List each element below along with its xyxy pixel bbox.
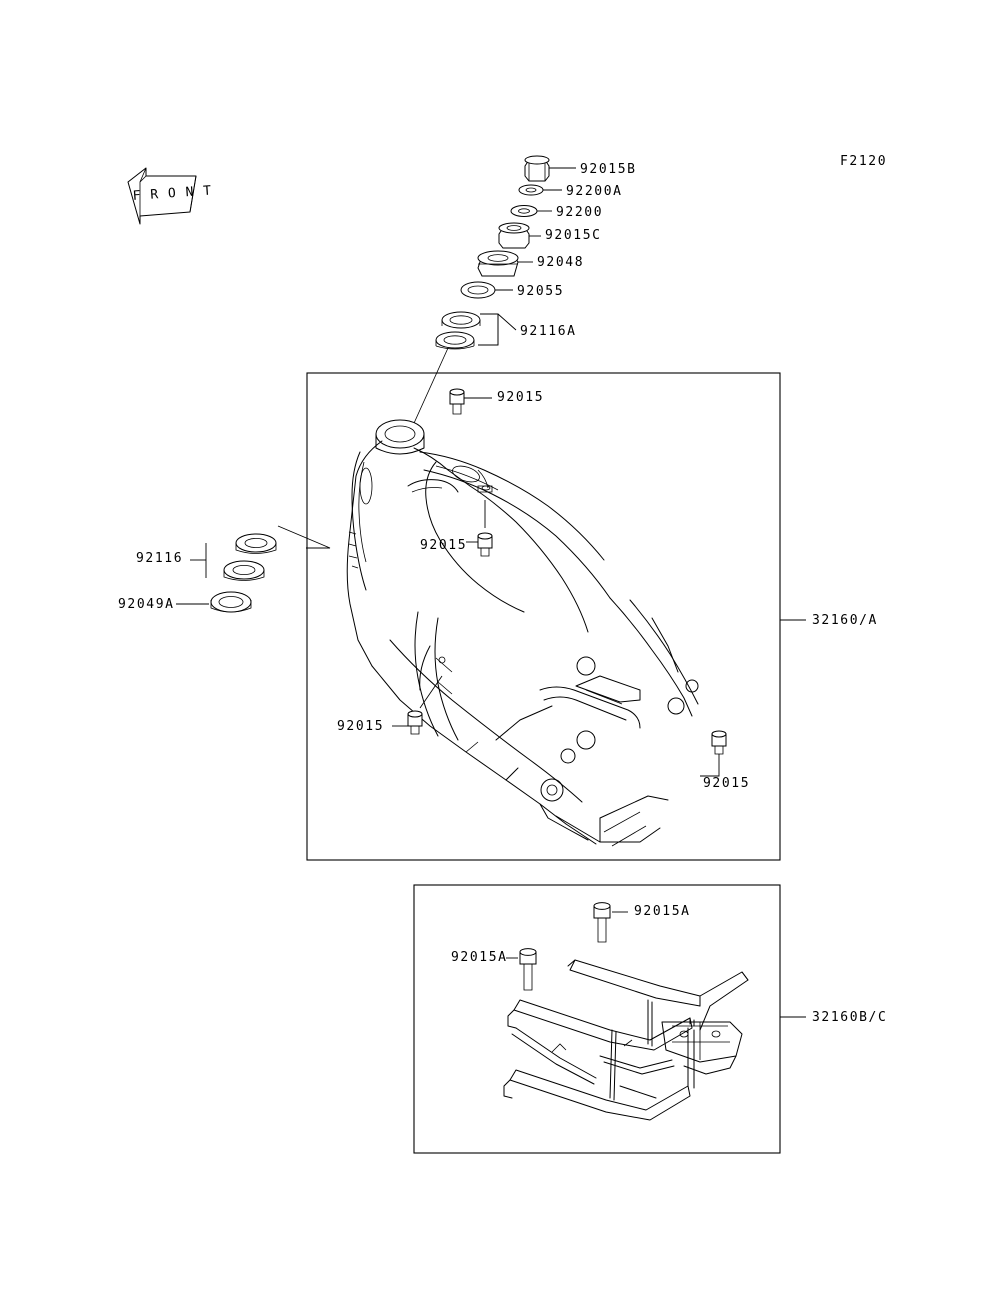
- callout-92049A: 92049A: [118, 597, 175, 612]
- svg-text:F R O N T: F R O N T: [132, 183, 213, 204]
- callout-92200A: 92200A: [566, 184, 623, 199]
- part-92015-mid: [466, 500, 492, 556]
- callout-92015A-left: 92015A: [451, 950, 508, 965]
- part-92015-lower-right: [700, 731, 726, 776]
- callout-92015-top: 92015: [497, 390, 545, 405]
- callout-92200: 92200: [556, 205, 604, 220]
- part-92200A: [519, 185, 543, 195]
- callout-92015B: 92015B: [580, 162, 637, 177]
- sheet-code: F2120: [840, 154, 888, 169]
- part-92200: [511, 206, 537, 217]
- subframe-drawing: [504, 903, 748, 1120]
- callout-32160-a: 32160/A: [812, 613, 878, 628]
- callout-92015-lower-right: 92015: [703, 776, 751, 791]
- part-92055: [461, 282, 495, 298]
- callout-92015A-upper: 92015A: [634, 904, 691, 919]
- part-92116A: [436, 312, 480, 349]
- part-92015A-left: [506, 949, 536, 990]
- part-92049A: [211, 592, 251, 612]
- part-92015A-upper: [594, 903, 628, 942]
- callout-92116A: 92116A: [520, 324, 577, 339]
- callout-92015C: 92015C: [545, 228, 602, 243]
- callout-32160bc: 32160B/C: [812, 1010, 888, 1025]
- callout-92116: 92116: [136, 551, 184, 566]
- part-92116: [224, 534, 276, 581]
- steering-stem-parts-stack: [436, 156, 576, 349]
- callout-92048: 92048: [537, 255, 585, 270]
- callout-92055: 92055: [517, 284, 565, 299]
- subframe-panel: [414, 885, 780, 1153]
- callout-92015-lower-left: 92015: [337, 719, 385, 734]
- front-arrow-icon: [128, 168, 213, 224]
- part-92015-top: [450, 389, 492, 414]
- main-frame-drawing: [347, 389, 726, 846]
- part-92048: [478, 251, 518, 276]
- part-92015C: [499, 223, 529, 248]
- callout-92015-mid: 92015: [420, 538, 468, 553]
- part-92015B: [525, 156, 549, 181]
